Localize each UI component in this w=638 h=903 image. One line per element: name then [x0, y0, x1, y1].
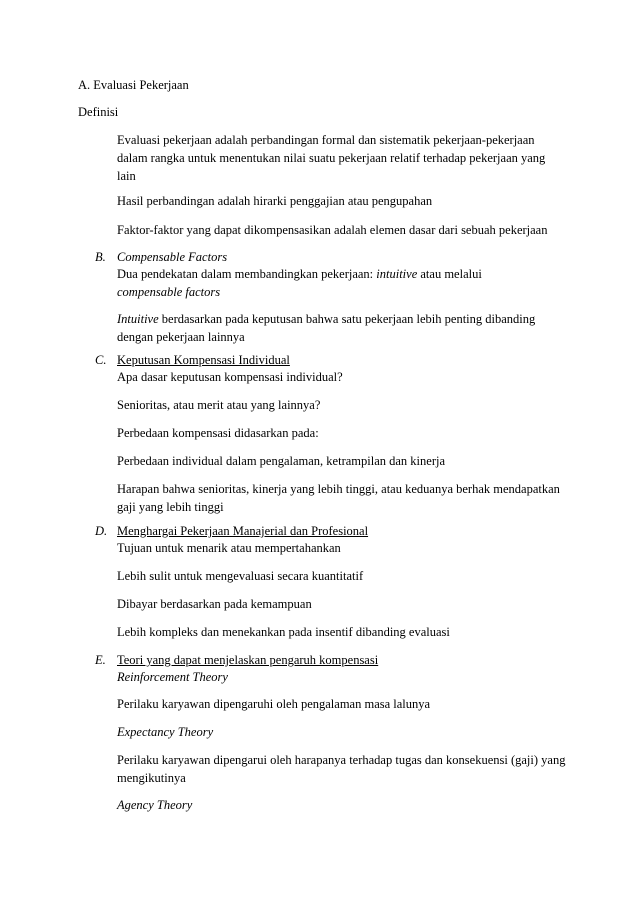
section-d-marker: D.: [95, 524, 108, 538]
section-b-line-1-suffix: atau melalui: [417, 267, 482, 281]
section-d-item-4: Lebih kompleks dan menekankan pada insentif dibanding evaluasi: [117, 625, 450, 639]
section-b-heading: Compensable Factors: [117, 250, 228, 264]
section-e-marker: E.: [95, 653, 106, 667]
section-c-item-3: Perbedaan kompensasi didasarkan pada:: [117, 426, 319, 440]
section-e-heading: Teori yang dapat menjelaskan pengaruh kompensasi: [117, 653, 379, 667]
expectancy-theory: Expectancy Theory: [117, 725, 214, 739]
section-d-item-3: Dibayar berdasarkan pada kemampuan: [117, 597, 312, 611]
section-c-item-1: Apa dasar keputusan kompensasi individual?: [117, 370, 343, 384]
intuitive-term: intuitive: [376, 267, 418, 281]
section-d-item-2: Lebih sulit untuk mengevaluasi secara kuantitatif: [117, 569, 364, 583]
section-d-heading: Menghargai Pekerjaan Manajerial dan Profesional: [117, 524, 369, 538]
definition-label: Definisi: [78, 105, 119, 119]
section-b-paragraph-2: [117, 310, 567, 346]
definition-paragraph-3: Faktor-faktor yang dapat dikompensasikan adalah elemen dasar dari sebuah pekerjaan: [117, 223, 548, 237]
reinforcement-theory: Reinforcement Theory: [117, 670, 228, 684]
section-a-title: A. Evaluasi Pekerjaan: [78, 78, 189, 92]
section-b-line-1-prefix: Dua pendekatan dalam membandingkan pekerjaan:: [117, 267, 377, 281]
section-b-line-1: [117, 265, 482, 283]
intuitive-term-2: Intuitive: [117, 312, 159, 326]
expectancy-theory-description: Perilaku karyawan dipengarui oleh harapanya terhadap tugas dan konsekuensi (gaji) yang mengikutinya: [117, 753, 566, 785]
section-c-item-2: Senioritas, atau merit atau yang lainnya?: [117, 398, 321, 412]
reinforcement-theory-description: Perilaku karyawan dipengaruhi oleh pengalaman masa lalunya: [117, 697, 431, 711]
agency-theory: Agency Theory: [117, 798, 193, 812]
section-d-item-1: Tujuan untuk menarik atau mempertahankan: [117, 541, 341, 555]
definition-paragraph-1: Evaluasi pekerjaan adalah perbandingan formal dan sistematik pekerjaan-pekerjaan dalam rangka untuk menentukan nilai suatu pekerjaan relatif terhadap pekerjaan yang lain: [117, 133, 546, 183]
section-c-heading: Keputusan Kompensasi Individual: [117, 353, 290, 367]
section-b-paragraph-2-text: berdasarkan pada keputusan bahwa satu pekerjaan lebih penting dibanding dengan pekerjaan lainnya: [117, 312, 536, 344]
compensable-factors-term: compensable factors: [117, 285, 221, 299]
section-c-item-5: Harapan bahwa senioritas, kinerja yang lebih tinggi, atau keduanya berhak mendapatkan gaji yang lebih tinggi: [117, 482, 560, 514]
section-c-item-4: Perbedaan individual dalam pengalaman, ketrampilan dan kinerja: [117, 454, 446, 468]
section-c-marker: C.: [95, 353, 107, 367]
definition-paragraph-2: Hasil perbandingan adalah hirarki penggajian atau pengupahan: [117, 194, 433, 208]
section-b-marker: B.: [95, 250, 106, 264]
